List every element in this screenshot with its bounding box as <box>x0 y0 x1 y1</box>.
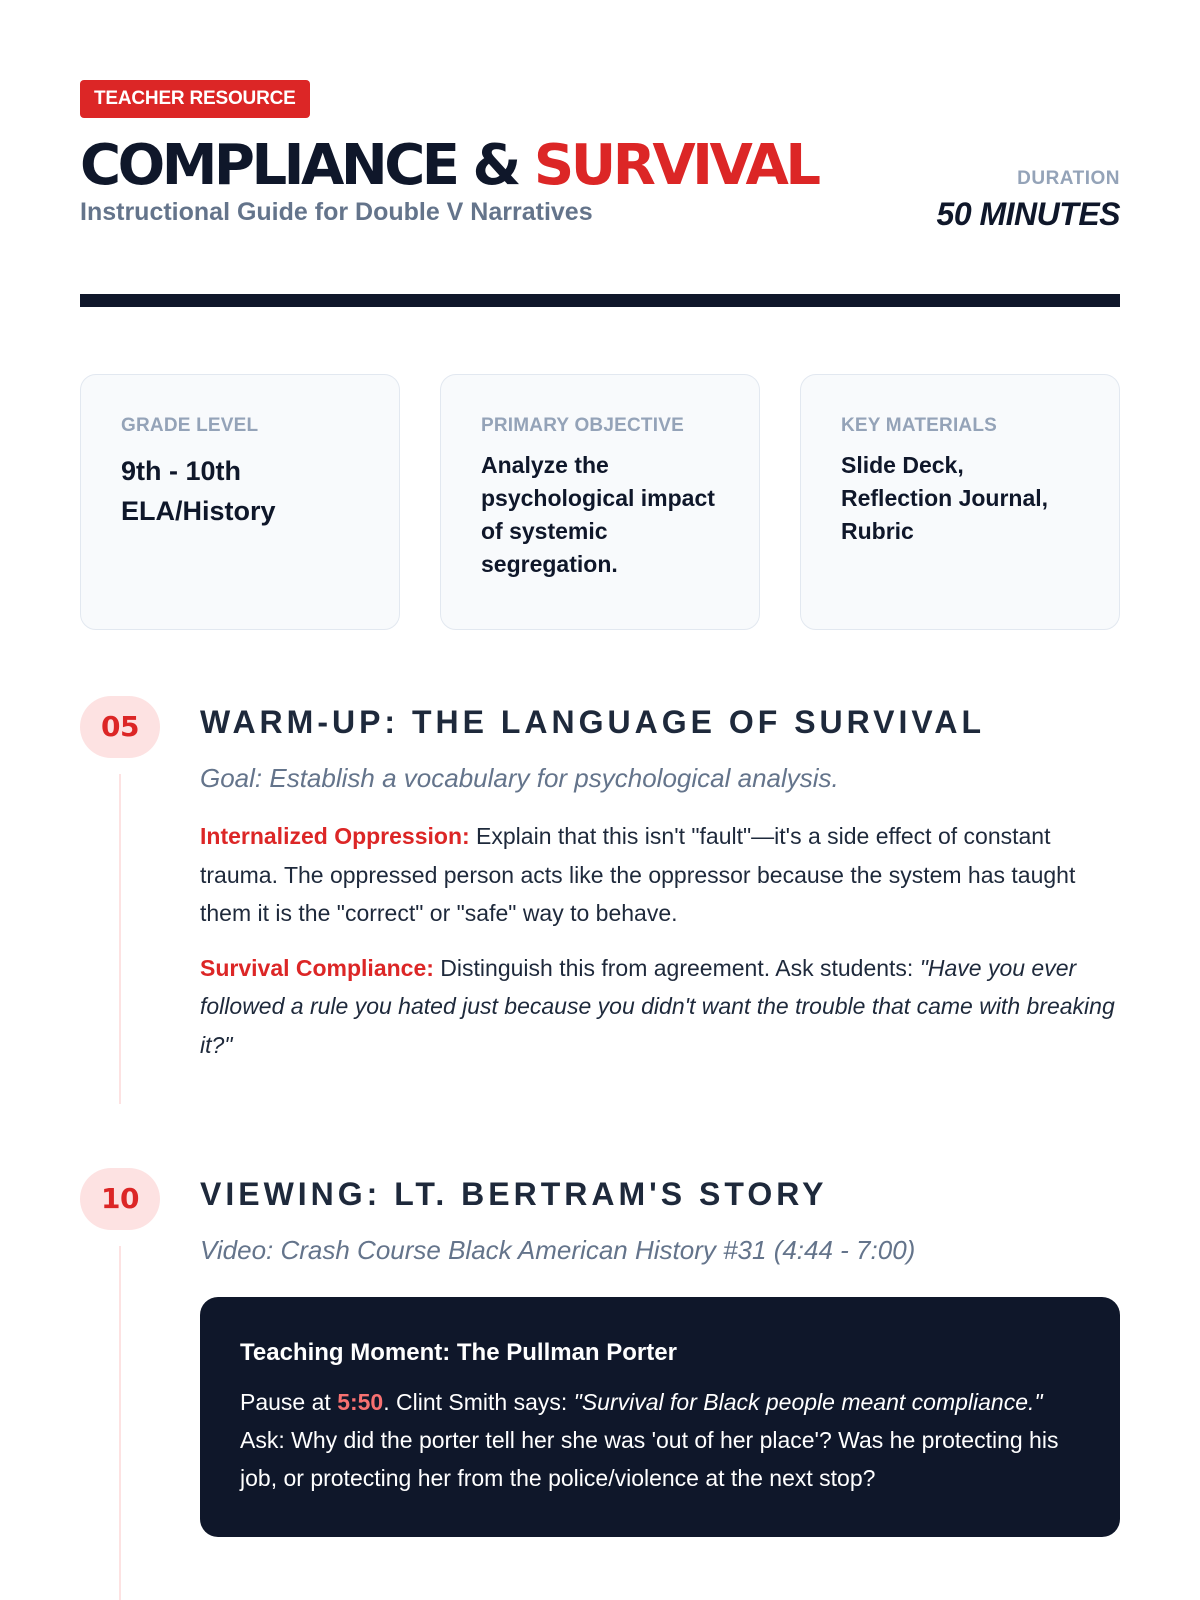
section-goal: Goal: Establish a vocabulary for psychological analysis. <box>200 763 839 793</box>
info-cards <box>80 374 1120 630</box>
lesson-plan-page <box>80 80 1120 1491</box>
text-tail: Ask: Why did the porter tell her she was 'out of her place'? Was he protecting his job, or protecting her from the police/violence at the next stop? <box>240 1427 1059 1491</box>
card-value: Slide Deck, Reflection Journal, Rubric <box>841 452 1049 544</box>
section-body <box>200 1168 1120 1537</box>
card-label: PRIMARY OBJECTIVE <box>481 415 684 436</box>
internalized-oppression-paragraph <box>200 817 1120 933</box>
section-title: VIEWING: LT. BERTRAM'S STORY <box>200 1176 828 1212</box>
timestamp: 5:50 <box>337 1389 384 1415</box>
primary-objective-card <box>440 374 760 630</box>
duration-label: DURATION <box>1017 168 1120 189</box>
card-label: GRADE LEVEL <box>121 415 259 436</box>
term-label: Internalized Oppression: <box>200 823 470 849</box>
video-reference: Video: Crash Course Black American History #31 (4:44 - 7:00) <box>200 1235 916 1265</box>
page-subtitle: Instructional Guide for Double V Narratives <box>80 198 593 226</box>
teaching-moment-box <box>200 1297 1120 1537</box>
teaching-moment-title: Teaching Moment: The Pullman Porter <box>240 1339 677 1366</box>
header-divider <box>80 294 1120 307</box>
section-body <box>200 696 1120 1064</box>
paragraph-text: Distinguish this from agreement. Ask students: <box>433 954 920 981</box>
duration-block <box>937 168 1120 233</box>
section-title: WARM-UP: THE LANGUAGE OF SURVIVAL <box>200 704 986 740</box>
text-lead: Pause at <box>240 1389 338 1415</box>
text-mid: . Clint Smith says: <box>383 1389 574 1415</box>
clint-smith-quote: "Survival for Black people meant compliance." <box>573 1389 1043 1415</box>
duration-value: 50 MINUTES <box>936 196 1120 232</box>
title-accent: SURVIVAL <box>533 133 818 198</box>
timeline-line <box>119 1246 121 1600</box>
grade-level-card <box>80 374 400 630</box>
teacher-resource-badge: TEACHER RESOURCE <box>80 80 310 118</box>
teaching-moment-text <box>240 1383 1080 1497</box>
viewing-section <box>80 1168 1120 1600</box>
discussion-question: "Have you ever followed a rule you hated just because you didn't want the trouble that came with breaking it?" <box>200 954 1115 1058</box>
key-materials-card <box>800 374 1120 630</box>
paragraph-text: Explain that this isn't "fault"—it's a side effect of constant trauma. The oppressed person acts like the oppressor because the system has taught them it is the "correct" or "safe" way to behave. <box>200 823 1076 926</box>
card-label: KEY MATERIALS <box>841 415 998 436</box>
timeline-line <box>119 774 121 1104</box>
term-label: Survival Compliance: <box>200 954 434 981</box>
title-main: COMPLIANCE & <box>80 133 534 198</box>
step-badge: 10 <box>80 1168 160 1230</box>
header <box>80 80 1120 315</box>
card-value: 9th - 10th ELA/History <box>121 456 276 526</box>
warm-up-section <box>80 696 1120 1126</box>
survival-compliance-paragraph <box>200 949 1120 1065</box>
card-value: Analyze the psychological impact of systemic segregation. <box>481 452 715 577</box>
step-badge: 05 <box>80 696 160 758</box>
